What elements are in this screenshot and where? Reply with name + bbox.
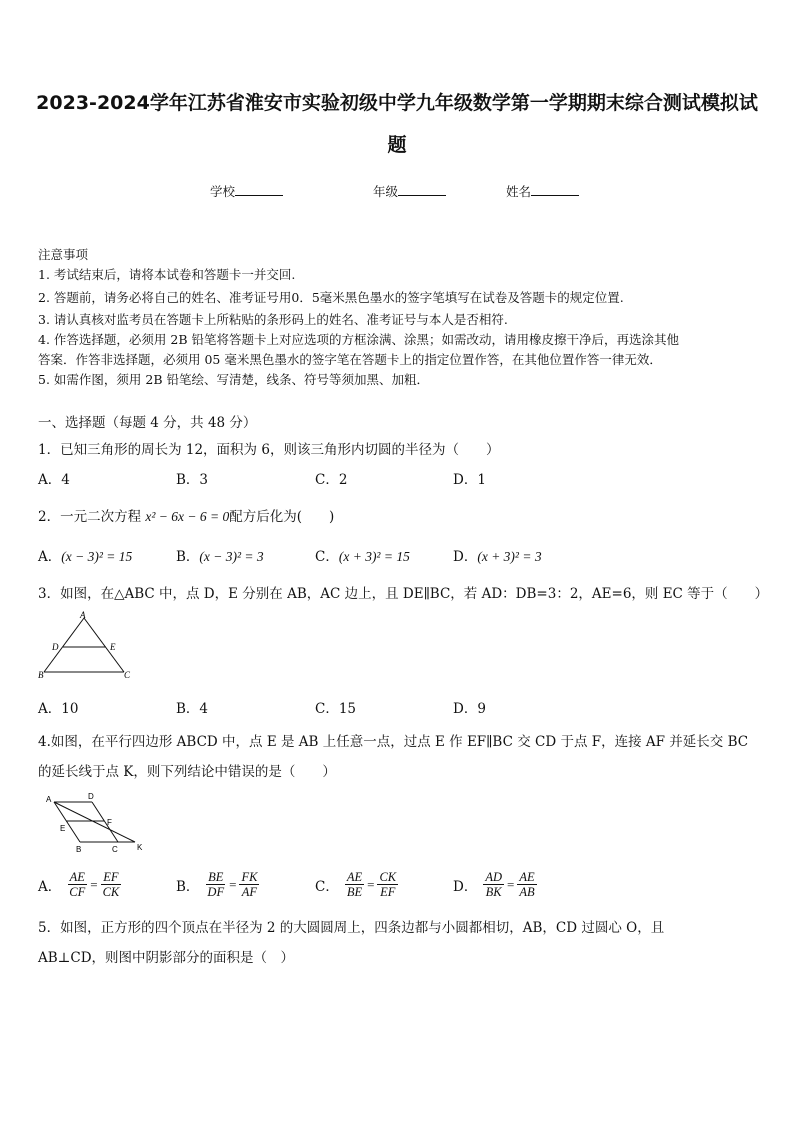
label-b: B [76,845,82,854]
page-title-continued: 题 [387,134,407,156]
label-d: D [88,792,94,801]
question-5-continued: AB⊥CD，则图中阴影部分的面积是（ ） [38,950,295,966]
q1-option-c: C．2 [315,472,348,488]
q4-option-c: C． $\frac{AE}{BE}$ = $\frac{CK}{EF}$ [315,870,397,899]
parallelogram-figure [40,790,150,856]
question-4-continued: 的延长线于点 K，则下列结论中错误的是（ ） [38,764,336,780]
side-ac [84,618,124,672]
q3-option-a: A．10 [38,701,79,717]
question-1: 1．已知三角形的周长为 12，面积为 6，则该三角形内切圆的半径为（ ） [38,442,500,458]
q2-option-c: C．(x + 3)² = 15 [315,549,410,565]
question-5: 5．如图，正方形的四个顶点在半径为 2 的大圆圆周上，四条边都与小圆都相切，AB，CD 过圆心 O，且 [38,920,665,936]
section-heading: 一、选择题（每题 4 分，共 48 分） [38,415,257,431]
school-field: 学校 [210,182,283,200]
question-4: 4.如图，在平行四边形 ABCD 中，点 E 是 AB 上任意一点，过点 E 作 EF∥BC 交 CD 于点 F，连接 AF 并延长交 BC [38,734,749,750]
q4-option-a: A． $\frac{AE}{CF}$ = $\frac{EF}{CK}$ [38,870,120,899]
question-2: 2．一元二次方程 x² − 6x − 6 = 0配方后化为( ) [38,509,335,525]
q1-option-a: A．4 [38,472,70,488]
q4-option-d: D． $\frac{AD}{BK}$ = $\frac{AE}{AB}$ [453,870,535,899]
notes-heading: 注意事项 [38,247,89,262]
q3-option-d: D．9 [453,701,486,717]
label-b: B [38,670,44,680]
page-title: 2023-2024学年江苏省淮安市实验初级中学九年级数学第一学期期末综合测试模拟试 [36,92,758,114]
side-dc [92,802,118,842]
q2-option-b: B．(x − 3)² = 3 [176,549,264,565]
label-f: F [107,818,112,827]
note-item: 4. 作答选择题，必须用 2B 铅笔将答题卡上对应选项的方框涂满、涂黑；如需改动，请用橡皮擦干净后，再选涂其他 [38,332,679,347]
triangle-figure [36,610,140,682]
question-3: 3．如图，在△ABC 中，点 D，E 分别在 AB，AC 边上，且 DE∥BC，若 AD：DB=3：2，AE=6，则 EC 等于（ ） [38,586,769,602]
side-ab [44,618,84,672]
note-item: 5. 如需作图，须用 2B 铅笔绘、写清楚，线条、符号等须加黑、加粗． [38,372,429,387]
note-item: 答案．作答非选择题，必须用 05 毫米黑色墨水的签字笔在答题卡上的指定位置作答，在其他位置作答一律无效． [38,352,662,367]
grade-field: 年级 [373,182,446,200]
q3-option-c: C．15 [315,701,357,717]
note-item: 2. 答题前，请务必将自己的姓名、准考证号用0．5毫米黑色墨水的签字笔填写在试卷及答题卡的规定位置. [38,290,624,305]
label-e: E [110,642,116,652]
label-c: C [124,670,131,680]
q3-option-b: B．4 [176,701,209,717]
q1-option-d: D．1 [453,472,486,488]
name-field: 姓名 [506,182,579,200]
note-item: 1. 考试结束后，请将本试卷和答题卡一并交回. [38,267,296,282]
note-item: 3. 请认真核对监考员在答题卡上所粘贴的条形码上的姓名、准考证号与本人是否相符. [38,312,508,327]
q2-option-d: D．(x + 3)² = 3 [453,549,542,565]
line-ak [54,802,135,842]
label-e: E [60,824,66,833]
q1-option-b: B．3 [176,472,209,488]
label-k: K [137,843,143,852]
label-d: D [52,642,59,652]
label-a: A [46,795,52,804]
q4-option-b: B． $\frac{BE}{DF}$ = $\frac{FK}{AF}$ [176,870,258,899]
q2-option-a: A．(x − 3)² = 15 [38,549,133,565]
label-c: C [112,845,118,854]
label-a: A [80,610,86,620]
